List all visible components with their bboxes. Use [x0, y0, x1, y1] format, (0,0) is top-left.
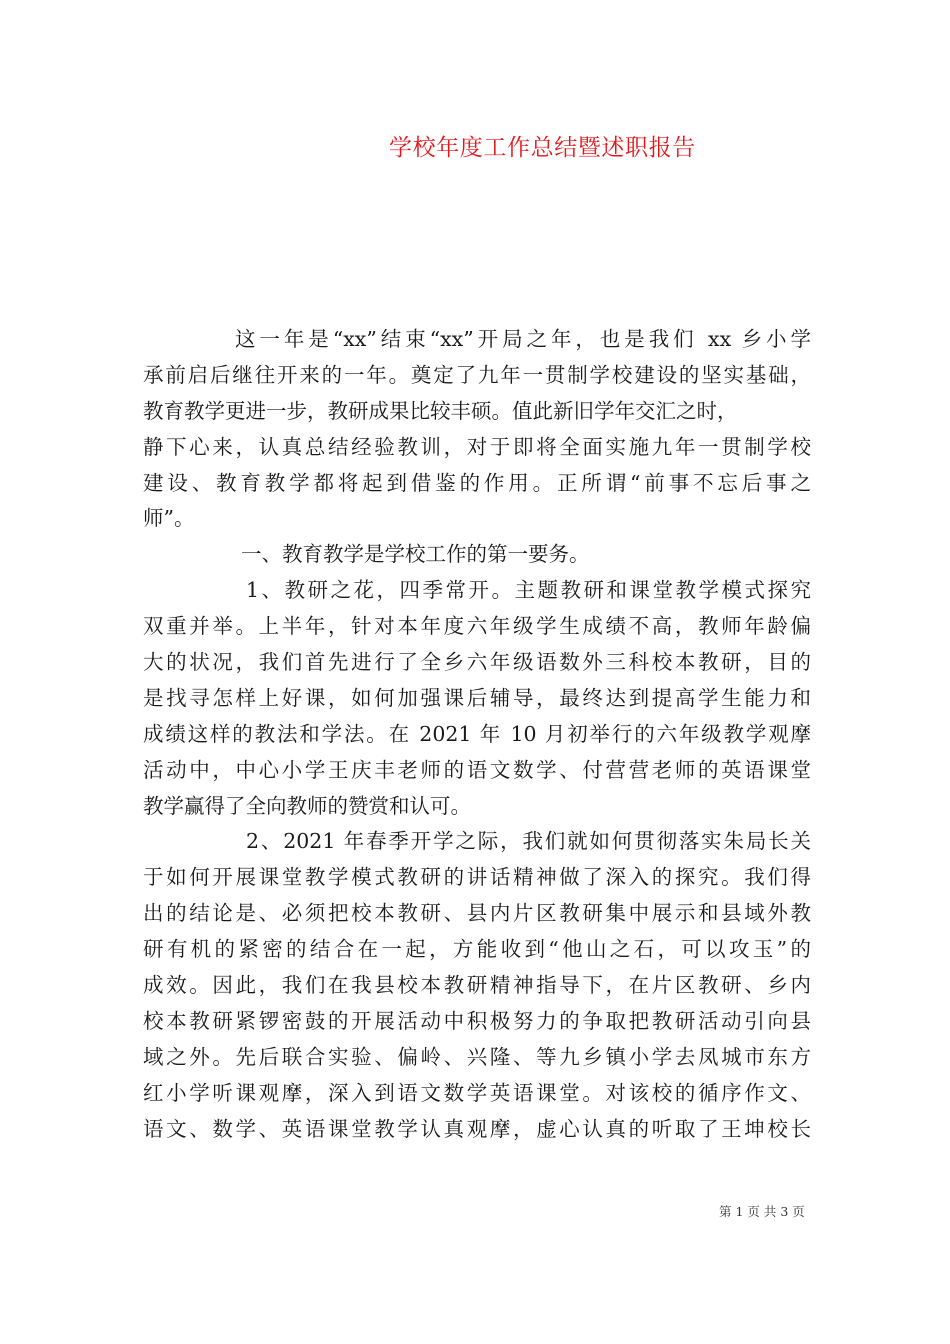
section-heading [143, 537, 811, 573]
text-line: 1、教研之花，四季常开。主题教研和课堂教学模式探究 [246, 578, 811, 603]
text-line: 教学赢得了全向教师的赞赏和认可。 [143, 793, 471, 818]
text-line: 红小学听课观摩，深入到语文数学英语课堂。对该校的循序作文、 [143, 1080, 811, 1105]
page-number-footer: 第 1 页 共 3 页 [719, 1204, 805, 1219]
text-line: 建设、教育教学都将起到借鉴的作用。正所谓“前事不忘后事之 [143, 470, 811, 495]
text-line: 双重并举。上半年，针对本年度六年级学生成绩不高，教师年龄偏 [143, 614, 811, 639]
item-paragraph-1 [143, 573, 811, 824]
text-line: 出的结论是、必须把校本教研、县内片区教研集中展示和县域外教 [143, 901, 811, 926]
section-heading-text: 一、教育教学是学校工作的第一要务。 [241, 542, 590, 567]
text-line: 研有机的紧密的结合在一起，方能收到“他山之石，可以攻玉”的 [143, 937, 811, 962]
text-line: 活动中，中心小学王庆丰老师的语文数学、付营营老师的英语课堂 [143, 757, 811, 782]
text-line: 域之外。先后联合实验、偏岭、兴隆、等九乡镇小学去凤城市东方 [143, 1044, 811, 1069]
document-title: 学校年度工作总结暨述职报告 [389, 135, 696, 161]
text-line: 成效。因此，我们在我县校本教研精神指导下，在片区教研、乡内 [143, 973, 811, 998]
text-line: 是找寻怎样上好课，如何加强课后辅导，最终达到提高学生能力和 [143, 685, 811, 710]
text-line: 于如何开展课堂教学模式教研的讲话精神做了深入的探究。我们得 [143, 865, 811, 890]
item-paragraph-2 [143, 824, 811, 1147]
text-line: 语文、数学、英语课堂教学认真观摩，虚心认真的听取了王坤校长 [143, 1116, 811, 1141]
text-line: 教育教学更进一步，教研成果比较丰硕。值此新旧学年交汇之时， [143, 398, 738, 423]
intro-paragraph [143, 322, 811, 537]
text-line: 师”。 [143, 506, 195, 531]
text-line: 这一年是“xx”结束“xx”开局之年，也是我们 xx 乡小学 [235, 327, 811, 351]
text-line: 静下心来，认真总结经验教训，对于即将全面实施九年一贯制学校 [143, 434, 811, 459]
document-body [143, 322, 811, 1147]
text-line: 2、2021 年春季开学之际，我们就如何贯彻落实朱局长关 [246, 829, 811, 854]
text-line: 大的状况，我们首先进行了全乡六年级语数外三科校本教研，目的 [143, 650, 811, 675]
text-line: 成绩这样的教法和学法。在 2021 年 10 月初举行的六年级教学观摩 [143, 721, 811, 746]
text-line: 承前启后继往开来的一年。奠定了九年一贯制学校建设的坚实基础， [143, 362, 811, 387]
text-line: 校本教研紧锣密鼓的开展活动中积极努力的争取把教研活动引向县 [143, 1008, 811, 1033]
